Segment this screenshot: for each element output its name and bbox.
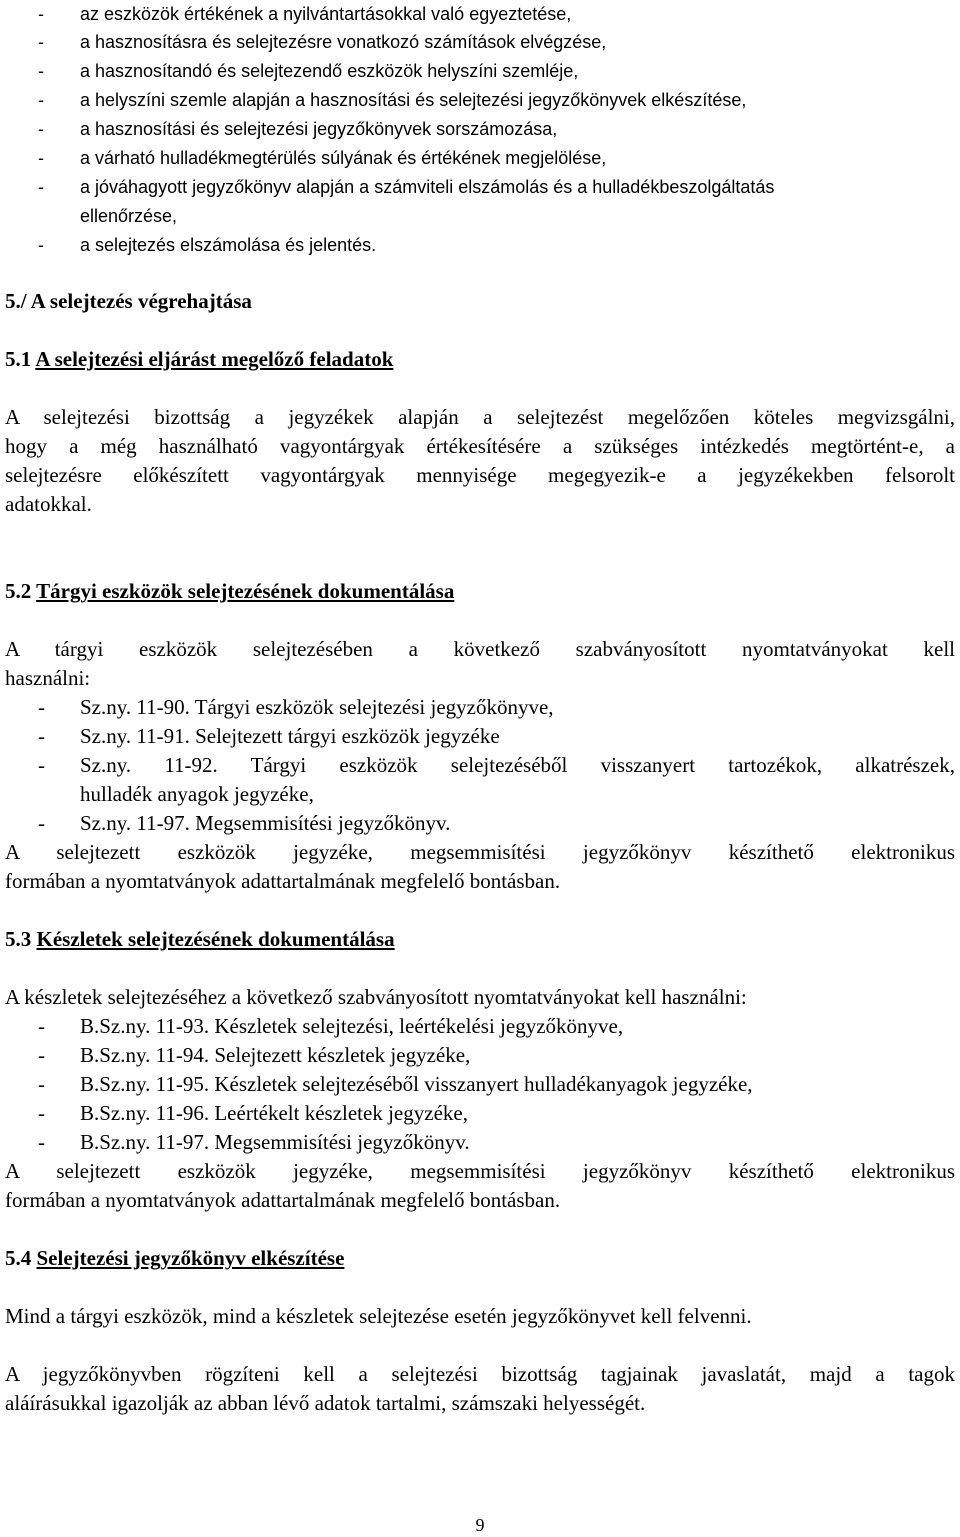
list-dash: -: [38, 148, 44, 168]
subsection-heading-5-4: [5, 1246, 344, 1271]
list-dash: -: [38, 1043, 45, 1067]
paragraph-line: A selejtezett eszközök jegyzéke, megsemmisítési jegyzőkönyv készíthető elektronikus: [5, 1159, 955, 1183]
list-item: B.Sz.ny. 11-94. Selejtezett készletek jegyzéke,: [80, 1043, 471, 1067]
list-dash: -: [38, 811, 45, 835]
list-dash: -: [38, 1072, 45, 1096]
subsection-number: 5.4: [5, 1246, 32, 1270]
list-dash: -: [38, 1101, 45, 1125]
list-item: B.Sz.ny. 11-96. Leértékelt készletek jegyzéke,: [80, 1101, 468, 1125]
paragraph-line: hogy a még használható vagyontárgyak értékesítésére a szükséges intézkedés megtörtént-e, a: [5, 434, 955, 458]
subsection-title: Készletek selejtezésének dokumentálása: [36, 927, 395, 951]
list-item: Sz.ny. 11-92. Tárgyi eszközök selejtezéséből visszanyert tartozékok, alkatrészek,: [80, 753, 955, 777]
list-item: Sz.ny. 11-90. Tárgyi eszközök selejtezési jegyzőkönyve,: [80, 695, 554, 719]
subsection-heading-5-3: [5, 927, 395, 952]
paragraph-line: használni:: [5, 666, 91, 690]
list-dash: -: [38, 177, 44, 197]
list-item: Sz.ny. 11-97. Megsemmisítési jegyzőkönyv.: [80, 811, 451, 835]
list-item: a hasznosításra és selejtezésre vonatkozó számítások elvégzése,: [80, 32, 607, 52]
subsection-number: 5.1: [5, 347, 32, 371]
list-item: Sz.ny. 11-91. Selejtezett tárgyi eszközök jegyzéke: [80, 724, 500, 748]
list-dash: -: [38, 1130, 45, 1154]
subsection-title: A selejtezési eljárást megelőző feladatok: [35, 347, 394, 371]
subsection-number: 5.3: [5, 927, 32, 951]
list-item: az eszközök értékének a nyilvántartásokkal való egyeztetése,: [80, 4, 572, 24]
paragraph-line: aláírásukkal igazolják az abban lévő adatok tartalmi, számszaki helyességét.: [5, 1391, 646, 1415]
list-item: a hasznosítandó és selejtezendő eszközök helyszíni szemléje,: [80, 61, 579, 81]
paragraph-line: selejtezésre előkészített vagyontárgyak mennyisége megegyezik-e a jegyzékekben felsorolt: [5, 463, 955, 487]
paragraph-line: A selejtezési bizottság a jegyzékek alapján a selejtezést megelőzően köteles megvizsgálni,: [5, 405, 955, 429]
list-item: a várható hulladékmegtérülés súlyának és értékének megjelölése,: [80, 148, 607, 168]
list-dash: -: [38, 61, 44, 81]
subsection-heading-5-2: [5, 579, 454, 604]
paragraph-line: formában a nyomtatványok adattartalmának megfelelő bontásban.: [5, 1188, 561, 1212]
list-dash: -: [38, 4, 44, 24]
paragraph-line: A tárgyi eszközök selejtezésében a következő szabványosított nyomtatványokat kell: [5, 637, 955, 661]
list-item: B.Sz.ny. 11-93. Készletek selejtezési, leértékelési jegyzőkönyve,: [80, 1014, 624, 1038]
paragraph-line: adatokkal.: [5, 492, 92, 516]
list-dash: -: [38, 753, 45, 777]
list-dash: -: [38, 695, 45, 719]
paragraph-line: Mind a tárgyi eszközök, mind a készletek selejtezése esetén jegyzőkönyvet kell felvenni.: [5, 1304, 752, 1328]
subsection-number: 5.2: [5, 579, 32, 603]
list-item-continuation: hulladék anyagok jegyzéke,: [80, 782, 314, 806]
list-dash: -: [38, 235, 44, 255]
list-item: a selejtezés elszámolása és jelentés.: [80, 235, 377, 255]
list-item-continuation: ellenőrzése,: [80, 206, 178, 226]
paragraph-line: A selejtezett eszközök jegyzéke, megsemmisítési jegyzőkönyv készíthető elektronikus: [5, 840, 955, 864]
list-dash: -: [38, 90, 44, 110]
list-dash: -: [38, 1014, 45, 1038]
list-dash: -: [38, 32, 44, 52]
paragraph-line: formában a nyomtatványok adattartalmának megfelelő bontásban.: [5, 869, 561, 893]
list-dash: -: [38, 119, 44, 139]
list-item: a hasznosítási és selejtezési jegyzőkönyvek sorszámozása,: [80, 119, 558, 139]
list-item: a helyszíni szemle alapján a hasznosítási és selejtezési jegyzőkönyvek elkészítése,: [80, 90, 747, 110]
list-item: a jóváhagyott jegyzőkönyv alapján a számviteli elszámolás és a hulladékbeszolgáltatás: [80, 177, 775, 197]
subsection-title: Selejtezési jegyzőkönyv elkészítése: [36, 1246, 345, 1270]
subsection-title: Tárgyi eszközök selejtezésének dokumentálása: [36, 579, 455, 603]
paragraph-line: A jegyzőkönyvben rögzíteni kell a selejtezési bizottság tagjainak javaslatát, majd a tagok: [5, 1362, 955, 1386]
subsection-heading-5-1: [5, 347, 393, 372]
list-item: B.Sz.ny. 11-97. Megsemmisítési jegyzőkönyv.: [80, 1130, 470, 1154]
paragraph-line: A készletek selejtezéséhez a következő szabványosított nyomtatványokat kell használni:: [5, 985, 747, 1009]
list-dash: -: [38, 724, 45, 748]
list-item: B.Sz.ny. 11-95. Készletek selejtezéséből visszanyert hulladékanyagok jegyzéke,: [80, 1072, 753, 1096]
page-number: 9: [475, 1515, 485, 1535]
section-heading: 5./ A selejtezés végrehajtása: [5, 289, 252, 313]
